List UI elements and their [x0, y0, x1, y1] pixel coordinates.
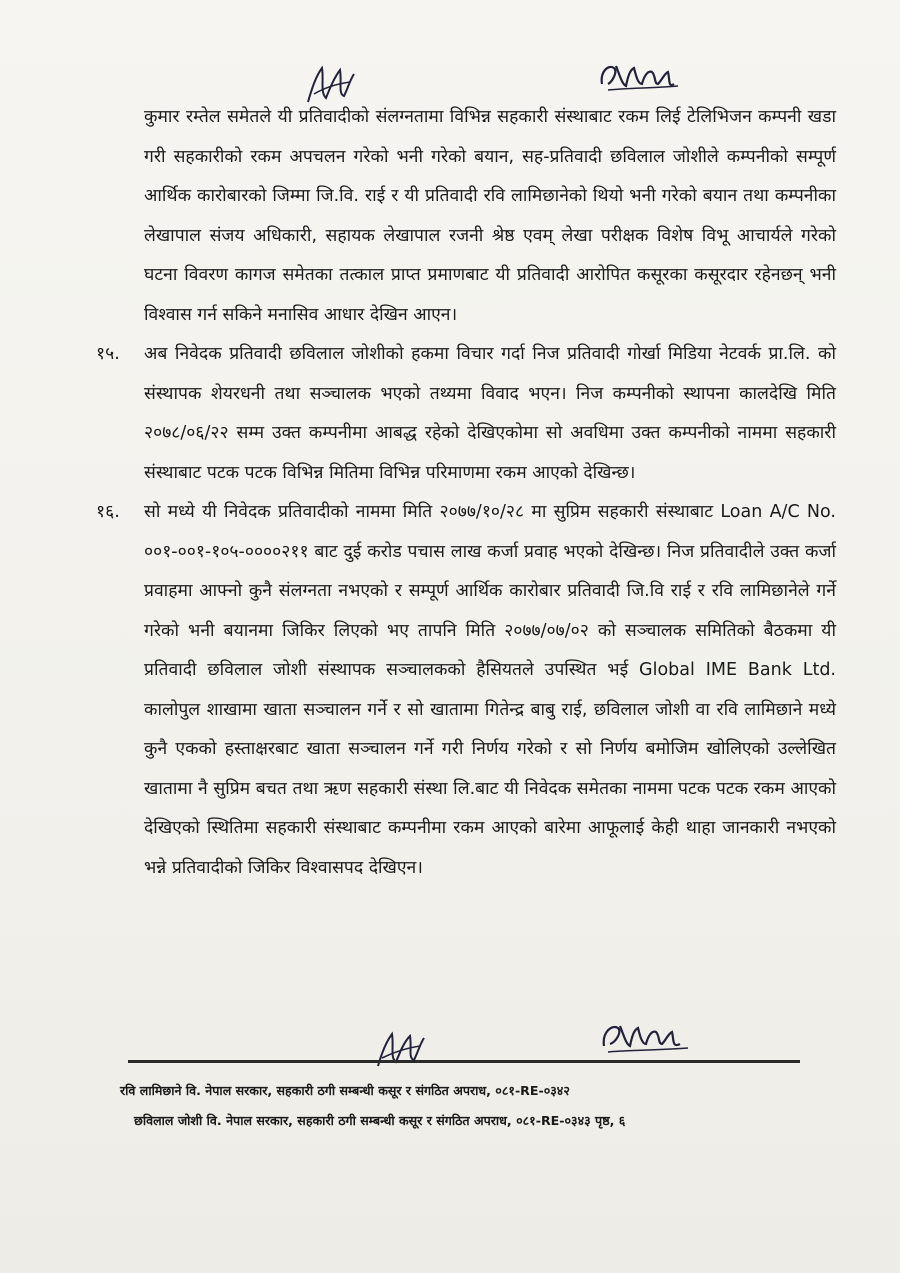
continuation-paragraph: कुमार रम्तेल समेतले यी प्रतिवादीको संलग्नतामा विभिन्न सहकारी संस्थाबाट रकम लिई टेलिभिजन कम्पनी खडा गरी सहकारीको रकम अपचलन गरेको भनी गरेको बयान, सह-प्रतिवादी छविलाल जोशीले कम्पनीको सम्पूर्ण आर्थिक कारोबारको जिम्मा जि.वि. राई र यी प्रतिवादी रवि लामिछानेको थियो भनी गरेको बयान तथा कम्पनीका लेखापाल संजय अधिकारी, सहायक लेखापाल रजनी श्रेष्ठ एवम् लेखा परीक्षक विशेष विभू आचार्यले गरेको घटना विवरण कागज समेतका तत्काल प्राप्त प्रमाणबाट यी प्रतिवादी आरोपित कसूरका कसूरदार रहेनछन् भनी विश्वास गर्न सकिने मनासिव आधार देखिन आएन।	[144, 107, 836, 325]
footer-line-1: रवि लामिछाने वि. नेपाल सरकार, सहकारी ठगी सम्बन्धी कसूर र संगठित अपराध, ०८१-RE-०३४२	[120, 1083, 570, 1098]
signature-bottom-right	[600, 1012, 692, 1062]
paragraph-number: १६.	[96, 502, 120, 522]
footer-divider	[128, 1060, 800, 1063]
paragraph-16	[96, 493, 836, 888]
footer-line-2: छविलाल जोशी वि. नेपाल सरकार, सहकारी ठगी सम्बन्धी कसूर र संगठित अपराध, ०८१-RE-०३४३ पृष्ठ, ६	[134, 1113, 626, 1128]
footer-citation	[120, 1076, 820, 1136]
paragraph-15	[96, 335, 836, 493]
paragraph-text: अब निवेदक प्रतिवादी छविलाल जोशीको हकमा विचार गर्दा निज प्रतिवादी गोर्खा मिडिया नेटवर्क प्रा.लि. को संस्थापक शेयरधनी तथा सञ्चालक भएको तथ्यमा विवाद भएन। निज कम्पनीको स्थापना कालदेखि मिति २०७८/०६/२२ सम्म उक्त कम्पनीमा आबद्ध रहेको देखिएकोमा सो अवधिमा उक्त कम्पनीको नाममा सहकारी संस्थाबाट पटक पटक विभिन्न मितिमा विभिन्न परिमाणमा रकम आएको देखिन्छ।	[144, 344, 836, 483]
document-body	[96, 98, 836, 888]
paragraph-text: सो मध्ये यी निवेदक प्रतिवादीको नाममा मिति २०७७/१०/२८ मा सुप्रिम सहकारी संस्थाबाट Loan A/C No. ००१-००१-१०५-००००२११ बाट दुई करोड पचास लाख कर्जा प्रवाह भएको देखिन्छ। निज प्रतिवादीले उक्त कर्जा प्रवाहमा आफ्नो कुनै संलग्नता नभएको र सम्पूर्ण आर्थिक कारोबार प्रतिवादी जि.वि राई र रवि लामिछानेले गर्ने गरेको भनी बयानमा जिकिर लिएको भए तापनि मिति २०७७/०७/०२ को सञ्चालक समितिको बैठकमा यी प्रतिवादी छविलाल जोशी संस्थापक सञ्चालकको हैसियतले उपस्थित भई Global IME Bank Ltd. कालोपुल शाखामा खाता सञ्चालन गर्ने र सो खातामा गितेन्द्र बाबु राई, छविलाल जोशी वा रवि लामिछाने मध्ये कुनै एकको हस्ताक्षरबाट खाता सञ्चालन गर्ने गरी निर्णय गरेको र सो निर्णय बमोजिम खोलिएको उल्लेखित खातामा नै सुप्रिम बचत तथा ऋण सहकारी संस्था लि.बाट यी निवेदक समेतका नाममा पटक पटक रकम आएको देखिएको स्थितिमा सहकारी संस्थाबाट कम्पनीमा रकम आएको बारेमा आफूलाई केही थाहा जानकारी नभएको भन्ने प्रतिवादीको जिकिर विश्वासपद देखिएन।	[144, 502, 836, 878]
paragraph-number: १५.	[96, 344, 120, 364]
signature-bottom-left	[372, 1024, 428, 1074]
signature-top-right	[598, 54, 682, 98]
